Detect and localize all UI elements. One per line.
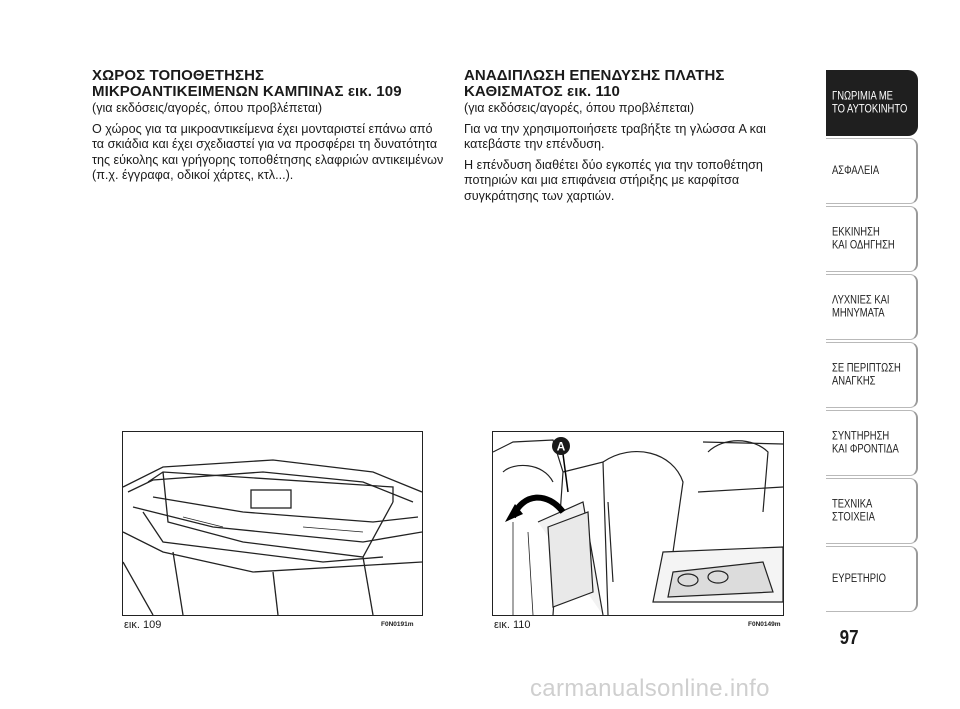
tab-label: ΤΕΧΝΙΚΑ ΣΤΟΙΧΕΙΑ	[832, 498, 875, 523]
figure-110-seat-cover	[492, 431, 784, 616]
figure-code: F0N0149m	[748, 621, 781, 628]
tab-emergency[interactable]	[826, 342, 918, 408]
heading-line: ΜΙΚΡΟΑΝΤΙΚΕΙΜΕΝΩΝ ΚΑΜΠΙΝΑΣ εικ. 109	[92, 83, 402, 100]
tab-starting-driving[interactable]	[826, 206, 918, 272]
section-paragraph: Η επένδυση διαθέτει δύο εγκοπές για την τοποθέτηση ποτηριών και μια επιφάνεια στήριξης με καρφίτσα συγκράτησης των χαρτιών.	[464, 157, 763, 203]
heading-line: ΚΑΘΙΣΜΑΤΟΣ εικ. 110	[464, 83, 620, 100]
section-subtitle: (για εκδόσεις/αγορές, όπου προβλέπεται)	[92, 101, 323, 115]
callout-a-label: A	[556, 439, 566, 454]
heading-line: ΑΝΑΔΙΠΛΩΣΗ ΕΠΕΝΔΥΣΗΣ ΠΛΑΤΗΣ	[464, 67, 725, 84]
storage-compartment-illustration	[123, 432, 422, 615]
tab-label: ΣΕ ΠΕΡΙΠΤΩΣΗ ΑΝΑΓΚΗΣ	[832, 362, 901, 387]
right-column	[464, 68, 816, 209]
section-paragraph: Ο χώρος για τα μικροαντικείμενα έχει μονταριστεί επάνω από τα σκιάδια και έχει σχεδιαστεί για να προσφέρει τη δυνατότητα της εύκολης και γρήγορης τοποθέτησης ελαφριών αντικειμένων (π.χ. έγγραφα, οδικοί χάρτες, κτλ...).	[92, 121, 444, 182]
figure-caption: εικ. 109	[124, 619, 162, 631]
tab-label: ΓΝΩΡΙΜΙΑ ΜΕ ΤΟ ΑΥΤΟΚΙΝΗΤΟ	[832, 90, 908, 115]
section-heading-storage	[92, 68, 444, 100]
watermark: carmanualsonline.info	[530, 675, 770, 702]
figure-109-storage-compartment	[122, 431, 423, 616]
tab-label: ΕΥΡΕΤΗΡΙΟ	[832, 572, 886, 585]
tab-index[interactable]	[826, 546, 918, 612]
tab-getting-to-know-car[interactable]	[826, 70, 918, 136]
tab-safety[interactable]	[826, 138, 918, 204]
tab-lights-messages[interactable]	[826, 274, 918, 340]
heading-line: ΧΩΡΟΣ ΤΟΠΟΘΕΤΗΣΗΣ	[92, 67, 265, 84]
tab-label: ΛΥΧΝΙΕΣ ΚΑΙ ΜΗΝΥΜΑΤΑ	[832, 294, 890, 319]
section-subtitle: (για εκδόσεις/αγορές, όπου προβλέπεται)	[464, 101, 695, 115]
section-paragraph: Για να την χρησιμοποιήσετε τραβήξτε τη γλώσσα A και κατεβάστε την επένδυση.	[464, 121, 766, 151]
tab-label: ΕΚΚΙΝΗΣΗ ΚΑΙ ΟΔΗΓΗΣΗ	[832, 226, 895, 251]
figure-code: F0N0191m	[381, 621, 414, 628]
page-number: 97	[839, 627, 859, 649]
left-column	[92, 68, 444, 189]
figure-caption: εικ. 110	[494, 619, 531, 631]
tab-label: ΣΥΝΤΗΡΗΣΗ ΚΑΙ ΦΡΟΝΤΙΔΑ	[832, 430, 899, 455]
section-heading-seat-cover	[464, 68, 816, 100]
tab-label: ΑΣΦΑΛΕΙΑ	[832, 164, 880, 177]
tab-technical-data[interactable]	[826, 478, 918, 544]
tab-maintenance[interactable]	[826, 410, 918, 476]
chapter-sidebar	[826, 70, 918, 614]
seat-cover-illustration	[493, 432, 783, 615]
